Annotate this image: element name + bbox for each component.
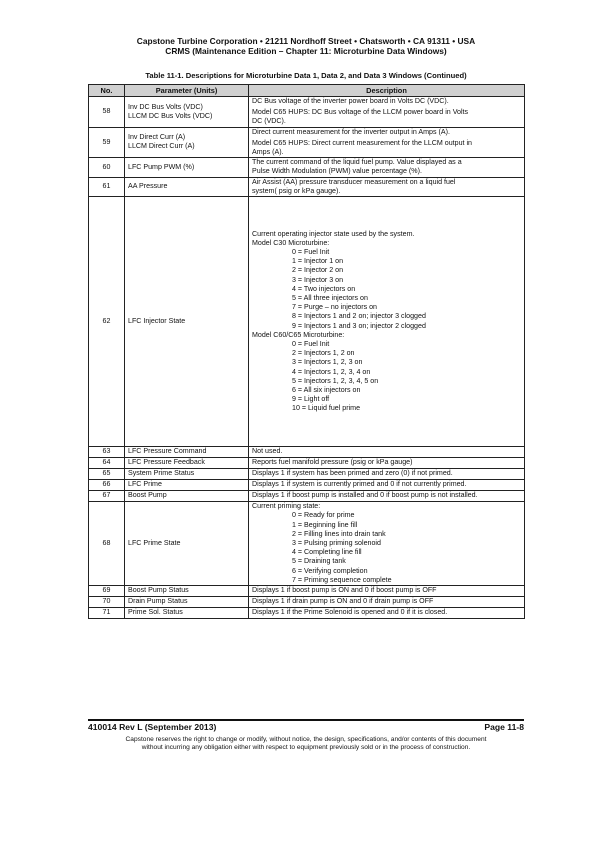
description-line: 7 = Purge – no injectors on bbox=[292, 303, 377, 312]
parameter-cell bbox=[125, 158, 249, 177]
parameter-cell bbox=[125, 97, 249, 128]
parameter-cell bbox=[125, 597, 249, 608]
parameter-label: Inv DC Bus Volts (VDC) bbox=[128, 102, 203, 111]
table-row bbox=[89, 127, 525, 158]
description-line: 6 = Verifying completion bbox=[292, 566, 368, 575]
description-cell bbox=[249, 480, 525, 491]
table-row bbox=[89, 197, 525, 447]
description-line: 7 = Priming sequence complete bbox=[292, 575, 392, 584]
description-line: 4 = Completing line fill bbox=[292, 548, 362, 557]
description-line: 1 = Beginning line fill bbox=[292, 520, 358, 529]
description-line: Displays 1 if system is currently primed and 0 if not currently primed. bbox=[252, 480, 467, 489]
description-line: Displays 1 if drain pump is ON and 0 if drain pump is OFF bbox=[252, 597, 434, 606]
parameter-cell bbox=[125, 458, 249, 469]
table-caption: Table 11-1. Descriptions for Microturbine Data 1, Data 2, and Data 3 Windows (Continued) bbox=[145, 71, 467, 80]
description-line: Air Assist (AA) pressure transducer measurement on a liquid fuel bbox=[252, 177, 456, 186]
footer-rule bbox=[88, 719, 524, 721]
description-line: system( psig or kPa gauge). bbox=[252, 186, 341, 195]
description-cell bbox=[249, 447, 525, 458]
parameter-label: LFC Pressure Command bbox=[128, 447, 207, 456]
description-line: 5 = Draining tank bbox=[292, 557, 346, 566]
parameter-label: Boost Pump bbox=[128, 491, 167, 500]
description-line: 6 = All six injectors on bbox=[292, 385, 361, 394]
disclaimer-line: without incurring any obligation either with respect to equipment previously sold or in the process of construction. bbox=[141, 744, 471, 752]
table-header-row bbox=[89, 85, 525, 97]
parameter-cell bbox=[125, 197, 249, 447]
description-line: 2 = Injector 2 on bbox=[292, 266, 344, 275]
description-line: Model C60/C65 Microturbine: bbox=[252, 330, 345, 339]
description-line: 5 = All three injectors on bbox=[292, 293, 368, 302]
parameter-label: LLCM DC Bus Volts (VDC) bbox=[128, 111, 213, 120]
description-cell bbox=[249, 597, 525, 608]
column-header-description: Description bbox=[249, 85, 525, 97]
parameter-label: LFC Pressure Feedback bbox=[128, 458, 205, 467]
row-number: 71 bbox=[89, 608, 125, 619]
header-address: Capstone Turbine Corporation • 21211 Nordhoff Street • Chatsworth • CA 91311 • USA bbox=[136, 36, 476, 46]
column-header-no: No. bbox=[89, 85, 125, 97]
row-number: 66 bbox=[89, 480, 125, 491]
parameter-label: LFC Injector State bbox=[128, 316, 186, 325]
description-line: 8 = Injectors 1 and 2 on; injector 3 clogged bbox=[292, 312, 426, 321]
table-row bbox=[89, 491, 525, 502]
parameter-label: LFC Prime State bbox=[128, 538, 181, 547]
description-line: 2 = Filling lines into drain tank bbox=[292, 529, 386, 538]
description-line: 3 = Pulsing priming solenoid bbox=[292, 538, 381, 547]
description-line: Pulse Width Modulation (PWM) value percentage (%). bbox=[252, 167, 422, 176]
row-number: 68 bbox=[89, 502, 125, 586]
table-row bbox=[89, 97, 525, 128]
description-cell bbox=[249, 127, 525, 158]
description-line: 4 = Two injectors on bbox=[292, 284, 356, 293]
description-line: DC Bus voltage of the inverter power board in Volts DC (VDC). bbox=[252, 97, 449, 105]
parameter-cell bbox=[125, 127, 249, 158]
description-cell bbox=[249, 608, 525, 619]
row-number: 67 bbox=[89, 491, 125, 502]
parameter-label: Boost Pump Status bbox=[128, 586, 189, 595]
row-number: 62 bbox=[89, 197, 125, 447]
description-cell bbox=[249, 177, 525, 196]
description-line: 1 = Injector 1 on bbox=[292, 257, 344, 266]
description-line: 5 = Injectors 1, 2, 3, 4, 5 on bbox=[292, 376, 379, 385]
disclaimer-line: Capstone reserves the right to change or modify, without notice, the design, specifications, and/or contents of this document bbox=[125, 736, 487, 743]
description-line: Not used. bbox=[252, 447, 283, 456]
table-row bbox=[89, 502, 525, 586]
descriptions-table bbox=[88, 84, 525, 619]
parameter-label: Drain Pump Status bbox=[128, 597, 188, 606]
parameter-cell bbox=[125, 586, 249, 597]
description-cell bbox=[249, 469, 525, 480]
description-cell bbox=[249, 197, 525, 447]
description-line: 4 = Injectors 1, 2, 3, 4 on bbox=[292, 367, 371, 376]
disclaimer bbox=[88, 736, 524, 752]
page-number: Page 11-8 bbox=[484, 722, 524, 732]
description-cell bbox=[249, 586, 525, 597]
parameter-cell bbox=[125, 608, 249, 619]
table-row bbox=[89, 447, 525, 458]
table-row bbox=[89, 586, 525, 597]
description-line: The current command of the liquid fuel pump. Value displayed as a bbox=[252, 158, 462, 167]
description-line: 0 = Fuel Init bbox=[292, 247, 330, 256]
parameter-label: LFC Pump PWM (%) bbox=[128, 162, 195, 171]
row-number: 69 bbox=[89, 586, 125, 597]
description-line: Model C65 HUPS: Direct current measurement for the LLCM output in bbox=[252, 138, 472, 147]
table-row bbox=[89, 608, 525, 619]
description-cell bbox=[249, 97, 525, 128]
description-cell bbox=[249, 158, 525, 177]
description-line: Current operating injector state used by the system. bbox=[252, 229, 415, 238]
document-revision: 410014 Rev L (September 2013) bbox=[88, 722, 217, 732]
parameter-cell bbox=[125, 502, 249, 586]
parameter-cell bbox=[125, 491, 249, 502]
row-number: 70 bbox=[89, 597, 125, 608]
table-row bbox=[89, 458, 525, 469]
row-number: 58 bbox=[89, 97, 125, 128]
description-line: Displays 1 if system has been primed and zero (0) if not primed. bbox=[252, 469, 453, 478]
description-line: 0 = Fuel Init bbox=[292, 339, 330, 348]
description-line: 3 = Injectors 1, 2, 3 on bbox=[292, 358, 363, 367]
parameter-label: System Prime Status bbox=[128, 469, 195, 478]
parameter-label: LFC Prime bbox=[128, 480, 162, 489]
row-number: 63 bbox=[89, 447, 125, 458]
header-chapter: CRMS (Maintenance Edition – Chapter 11: Microturbine Data Windows) bbox=[165, 46, 447, 56]
description-line: 9 = Light off bbox=[292, 395, 330, 404]
row-number: 60 bbox=[89, 158, 125, 177]
description-line: Direct current measurement for the inverter output in Amps (A). bbox=[252, 127, 450, 136]
description-line: Displays 1 if the Prime Solenoid is opened and 0 if it is closed. bbox=[252, 608, 448, 617]
description-line: Model C30 Microturbine: bbox=[252, 238, 330, 247]
row-number: 64 bbox=[89, 458, 125, 469]
parameter-cell bbox=[125, 480, 249, 491]
parameter-label: Inv Direct Curr (A) bbox=[128, 133, 186, 142]
row-number: 61 bbox=[89, 177, 125, 196]
description-line: 0 = Ready for prime bbox=[292, 511, 355, 520]
row-number: 59 bbox=[89, 127, 125, 158]
description-line: Model C65 HUPS: DC Bus voltage of the LLCM power board in Volts bbox=[252, 108, 469, 117]
description-line: 10 = Liquid fuel prime bbox=[292, 404, 361, 413]
description-line: Amps (A). bbox=[252, 148, 284, 157]
table-row bbox=[89, 480, 525, 491]
parameter-label: LLCM Direct Curr (A) bbox=[128, 142, 195, 151]
description-line: 9 = Injectors 1 and 3 on; injector 2 clogged bbox=[292, 321, 426, 330]
parameter-cell bbox=[125, 447, 249, 458]
description-cell bbox=[249, 491, 525, 502]
table-row bbox=[89, 597, 525, 608]
parameter-cell bbox=[125, 177, 249, 196]
row-number: 65 bbox=[89, 469, 125, 480]
description-line: Reports fuel manifold pressure (psig or kPa gauge) bbox=[252, 458, 413, 467]
description-line: Displays 1 if boost pump is installed and 0 if boost pump is not installed. bbox=[252, 491, 478, 500]
parameter-cell bbox=[125, 469, 249, 480]
parameter-label: AA Pressure bbox=[128, 182, 168, 191]
table-row bbox=[89, 158, 525, 177]
description-line: Displays 1 if boost pump is ON and 0 if boost pump is OFF bbox=[252, 586, 437, 595]
column-header-parameter: Parameter (Units) bbox=[125, 85, 249, 97]
description-cell bbox=[249, 458, 525, 469]
table-row bbox=[89, 177, 525, 196]
description-line: 3 = Injector 3 on bbox=[292, 275, 344, 284]
description-line: 2 = Injectors 1, 2 on bbox=[292, 349, 355, 358]
parameter-label: Prime Sol. Status bbox=[128, 608, 183, 617]
description-line: Current priming state: bbox=[252, 502, 321, 511]
description-line: DC (VDC). bbox=[252, 117, 286, 126]
table-row bbox=[89, 469, 525, 480]
description-cell bbox=[249, 502, 525, 586]
